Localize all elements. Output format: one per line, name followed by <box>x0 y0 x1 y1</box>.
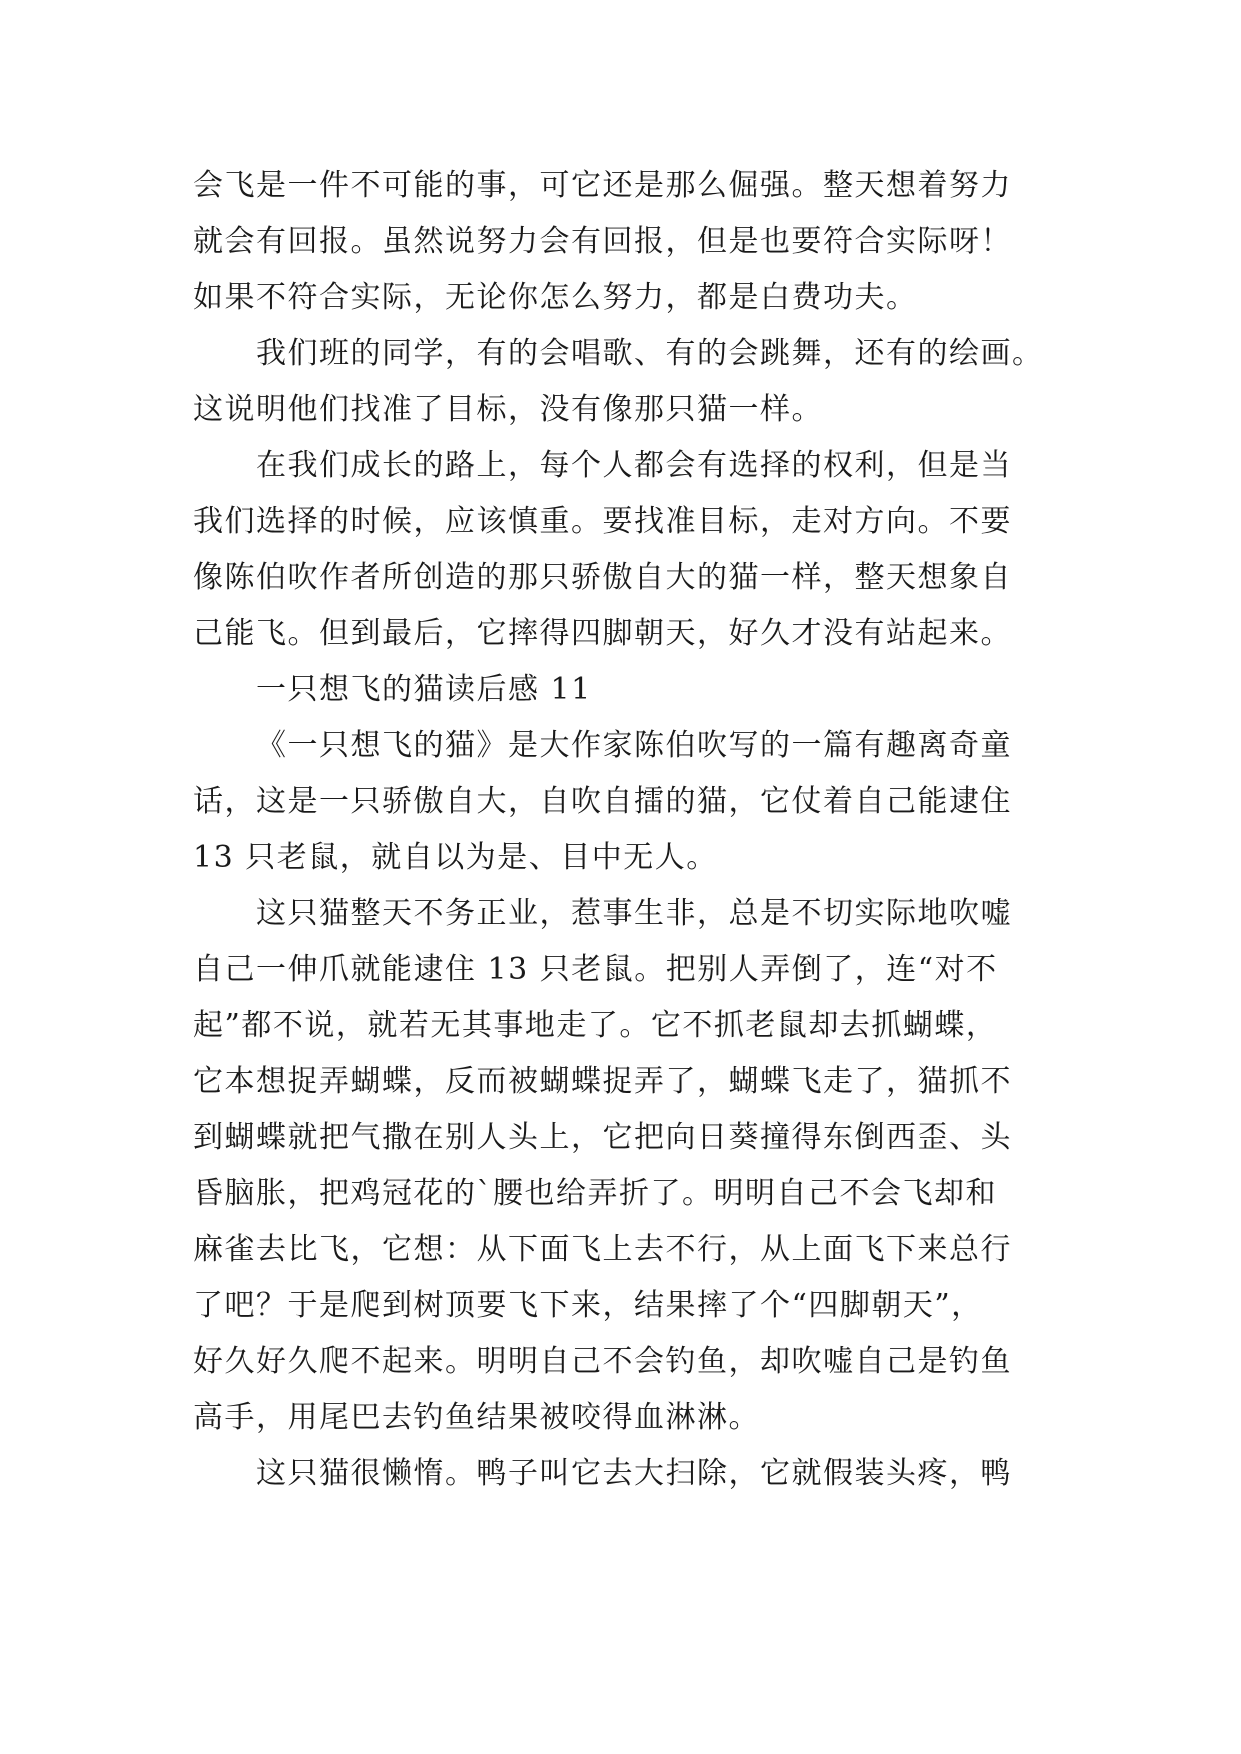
text-line: 话，这是一只骄傲自大，自吹自擂的猫，它仗着自己能逮住 <box>193 784 1012 819</box>
text-line: 就会有回报。虽然说努力会有回报，但是也要符合实际呀！ <box>193 224 1012 259</box>
text-line: 这说明他们找准了目标，没有像那只猫一样。 <box>193 392 823 427</box>
text-line: 了吧？于是爬到树顶要飞下来，结果摔了个“四脚朝天”， <box>193 1288 983 1323</box>
text-line: 13 只老鼠，就自以为是、目中无人。 <box>193 840 718 875</box>
text-line: 像陈伯吹作者所创造的那只骄傲自大的猫一样，整天想象自 <box>193 560 1012 595</box>
text-line: 我们选择的时候，应该慎重。要找准目标，走对方向。不要 <box>193 504 1012 539</box>
paragraph-start-line: 我们班的同学，有的会唱歌、有的会跳舞，还有的绘画。 <box>256 336 1044 371</box>
text-line: 高手，用尾巴去钓鱼结果被咬得血淋淋。 <box>193 1400 760 1435</box>
text-line: 到蝴蝶就把气撒在别人头上，它把向日葵撞得东倒西歪、头 <box>193 1120 1012 1155</box>
paragraph-start-line: 《一只想飞的猫》是大作家陈伯吹写的一篇有趣离奇童 <box>256 728 1012 763</box>
text-line: 如果不符合实际，无论你怎么努力，都是白费功夫。 <box>193 280 918 315</box>
document-body <box>193 158 1073 1502</box>
section-heading: 一只想飞的猫读后感 11 <box>256 672 592 707</box>
paragraph-start-line: 在我们成长的路上，每个人都会有选择的权利，但是当 <box>256 448 1012 483</box>
text-line: 自己一伸爪就能逮住 13 只老鼠。把别人弄倒了，连“对不 <box>193 952 998 987</box>
text-line: 麻雀去比飞，它想：从下面飞上去不行，从上面飞下来总行 <box>193 1232 1012 1267</box>
text-line: 会飞是一件不可能的事，可它还是那么倔强。整天想着努力 <box>193 168 1012 203</box>
text-line: 好久好久爬不起来。明明自己不会钓鱼，却吹嘘自己是钓鱼 <box>193 1344 1012 1379</box>
paragraph-start-line: 这只猫很懒惰。鸭子叫它去大扫除，它就假装头疼，鸭 <box>256 1456 1012 1491</box>
text-line: 起”都不说，就若无其事地走了。它不抓老鼠却去抓蝴蝶， <box>193 1008 998 1043</box>
text-line: 它本想捉弄蝴蝶，反而被蝴蝶捉弄了，蝴蝶飞走了，猫抓不 <box>193 1064 1012 1099</box>
text-line: 己能飞。但到最后，它摔得四脚朝天，好久才没有站起来。 <box>193 616 1012 651</box>
text-line: 昏脑胀，把鸡冠花的`腰也给弄折了。明明自己不会飞却和 <box>193 1176 997 1211</box>
paragraph-start-line: 这只猫整天不务正业，惹事生非，总是不切实际地吹嘘 <box>256 896 1012 931</box>
